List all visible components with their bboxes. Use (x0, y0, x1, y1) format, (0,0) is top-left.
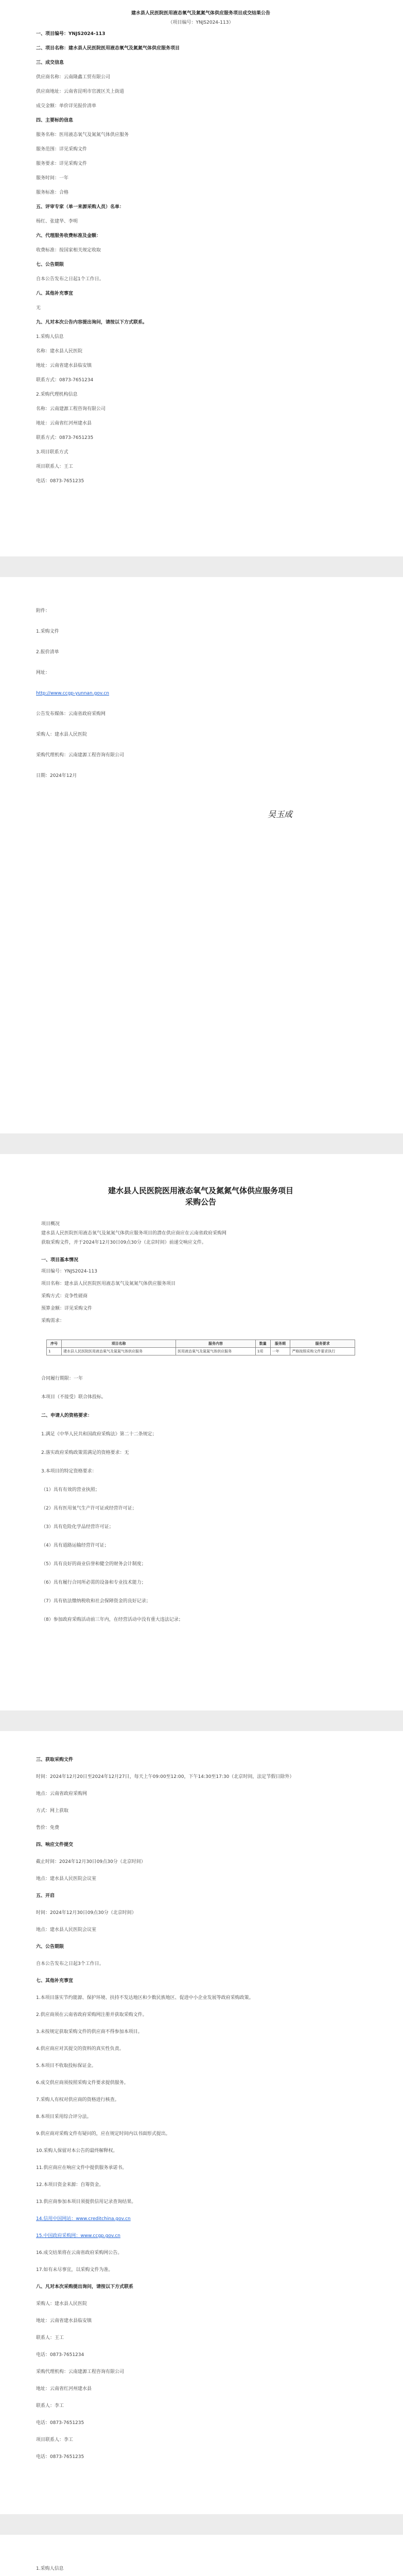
text-line: 8.本项目采用综合评分法。 (36, 2114, 92, 2120)
text-line: 七、公告期限 (36, 262, 64, 267)
text-line: （5）具有良好的商业信誉和健全的财务会计制度； (41, 1562, 146, 1567)
text-line: 2.供应商须在云南省政府采购网注册并获取采购文件。 (36, 2012, 147, 2018)
text-line[interactable]: 15.中国政府采购网：www.ccgp.gov.cn (36, 2233, 120, 2239)
announcement-title: 建水县人民医院医用液态氧气及氮氮气体供应服务项目 (108, 1186, 293, 1195)
text-line: （3）具有危险化学品经营许可证； (41, 1524, 114, 1530)
text-line: 三、获取采购文件 (36, 1757, 74, 1762)
text-line[interactable]: http://www.ccgp-yunnan.gov.cn (36, 691, 109, 696)
text-line: （7）具有依法缴纳税收和社会保障资金的良好记录； (41, 1599, 151, 1604)
text-line: 四、响应文件提交 (36, 1842, 74, 1848)
text-line: 采购方式：竞争性磋商 (41, 1294, 88, 1299)
text-line: 建水县人民医院医用液态氧气及氮氮气体供应服务项目的潜在供应商应在云南省政府采购网 (41, 1231, 227, 1236)
text-line: 1.满足《中华人民共和国政府采购法》第二十二条规定； (41, 1432, 157, 1437)
table-cell: 1项 (255, 1348, 270, 1355)
text-line: 二、申请人的资格要求： (41, 1413, 93, 1418)
text-line: 网址： (36, 670, 50, 675)
page-gap (0, 1133, 403, 1154)
table-header-cell: 项目名称 (61, 1340, 176, 1348)
project-number: （项目编号：YNJS2024-113） (168, 20, 234, 25)
table-header-cell: 服务内容 (176, 1340, 256, 1348)
document-page-4 (0, 1731, 403, 2514)
text-line: 17.如有未尽事宜，以采购文件为准。 (36, 2267, 113, 2273)
text-line: 4.供应商应对其提交的资料的真实性负责。 (36, 2046, 124, 2052)
text-line: 预算金额：详见采购文件 (41, 1306, 93, 1311)
text-line: 四、主要标的信息 (36, 118, 74, 123)
table-cell: 1 (47, 1348, 62, 1355)
text-line: 日期：2024年12月 (36, 773, 77, 778)
text-line: 5.本项目不收取投标保证金。 (36, 2063, 96, 2069)
text-line: 杨红、张建华、李明 (36, 219, 78, 224)
text-line: 10.采购人保留对本公告的最终解释权。 (36, 2148, 118, 2154)
text-line: 供应商地址：云南省昆明市官渡区关上街道 (36, 89, 125, 94)
text-line: 电话：0873-7651235 (36, 2454, 84, 2460)
text-line: 六、公告期限 (36, 1944, 64, 1950)
text-line: 地点：建水县人民医院会议室 (36, 1876, 97, 1882)
text-line: 售价：免费 (36, 1825, 60, 1831)
text-line: 三、成交信息 (36, 60, 64, 65)
text-line: 五、开启 (36, 1893, 55, 1899)
text-line: 服务名称：医用液态氧气及氮氮气体供应服务 (36, 132, 129, 138)
text-line: 7.采购人有权对供应商的资格进行核查。 (36, 2097, 119, 2103)
text-line: 一、项目编号：YNJS2024-113 (36, 31, 106, 37)
text-line: 联系方式：0873-7651234 (36, 378, 94, 383)
table-header-cell: 服务期 (270, 1340, 290, 1348)
text-line: 1.采购文件 (36, 629, 59, 634)
page-gap (0, 2514, 403, 2535)
text-line: 收费标准：按国家相关规定收取 (36, 248, 101, 253)
announcement-subtitle: 采购公告 (185, 1197, 216, 1207)
text-line: 自本公告发布之日起3个工作日。 (36, 1961, 104, 1967)
text-line: 1.本项目落实节约能源、保护环境、扶持不发达地区和少数民族地区、促进中小企业发展等政府采购政策。 (36, 1995, 254, 2001)
text-line: 3.未按规定获取采购文件的供应商不得参加本项目。 (36, 2029, 143, 2035)
text-line: 13.供应商参加本项目须提供信用记录查询结果。 (36, 2199, 136, 2205)
text-line: 八、凡对本次采购提出询问，请按以下方式联系 (36, 2284, 134, 2290)
text-line: （1）具有有效的营业执照； (41, 1487, 100, 1493)
text-line: 地址：云南省建水县临安镇 (36, 2318, 92, 2324)
section-heading: 一、项目基本情况 (41, 1258, 79, 1263)
document-page-3 (0, 1154, 403, 1710)
text-line: 地址：云南省红河州建水县 (36, 421, 92, 426)
requirements-table (46, 1340, 355, 1355)
text-line: 时间：2024年12月20日至2024年12月27日，每天上午09:00至12:00，下午14:30至17:30（北京时间，法定节假日除外） (36, 1774, 294, 1780)
text-line: 合同履行期限：一年 (41, 1376, 83, 1381)
text-line: 项目联系人：李工 (36, 2437, 74, 2443)
table-cell: 建水县人民医院医用液态氧气及氮氮气体供应服务 (61, 1348, 176, 1355)
text-line: 二、项目名称：建水县人民医院医用液态氧气及氮氮气体供应服务项目 (36, 46, 180, 51)
text-line: 项目名称：建水县人民医院医用液态氧气及氮氮气体供应服务项目 (41, 1281, 176, 1286)
text-line: 七、其他补充事宜 (36, 1978, 74, 1984)
text-line: 地点：云南省政府采购网 (36, 1791, 87, 1797)
text-line: 电话：0873-7651234 (36, 2352, 84, 2358)
text-line: 获取采购文件，并于2024年12月30日09点30分（北京时间）前递交响应文件。 (41, 1240, 206, 1245)
table-row (47, 1348, 355, 1355)
text-line: 地址：云南省建水县临安镇 (36, 363, 92, 368)
text-line: 16.成交结果将在云南省政府采购网公告。 (36, 2250, 122, 2256)
text-line: 11.供应商应在响应文件中提供服务承诺书。 (36, 2165, 127, 2171)
text-line: 联系人：李工 (36, 2403, 64, 2409)
table-cell: 一年 (270, 1348, 290, 1355)
document-page-5 (0, 2535, 403, 2576)
text-line: 自本公告发布之日起1个工作日。 (36, 277, 104, 282)
text-line: 3.本项目的特定资格要求： (41, 1469, 97, 1474)
text-line: 名称：云南建源工程咨询有限公司 (36, 406, 106, 412)
text-line: （2）具有医用氧气生产许可证或经营许可证； (41, 1506, 137, 1511)
table-header-cell: 服务要求 (290, 1340, 355, 1348)
table-cell: 医用液态氧气及氮氮气体供应服务 (176, 1348, 256, 1355)
text-line: 9.供应商对采购文件有疑问的，应在规定时间内以书面形式提出。 (36, 2131, 170, 2137)
text-line: （4）具有道路运输经营许可证； (41, 1543, 109, 1548)
text-line: （8）参加政府采购活动前三年内，在经营活动中没有重大违法记录； (41, 1617, 183, 1622)
text-line: 截止时间：2024年12月30日09点30分（北京时间） (36, 1859, 146, 1865)
text-line: 项目编号：YNJS2024-113 (41, 1269, 97, 1274)
text-line: 采购代理机构：云南建源工程咨询有限公司 (36, 753, 125, 758)
text-line: 6.成交供应商须按照采购文件要求提供服务。 (36, 2080, 129, 2086)
text-line: （6）具有履行合同所必需的设备和专业技术能力； (41, 1580, 146, 1585)
text-line: 九、凡对本次公告内容提出询问，请按以下方式联系。 (36, 320, 148, 325)
table-cell: 严格按照采购文件要求执行 (290, 1348, 355, 1355)
text-line: 八、其他补充事宜 (36, 291, 74, 296)
table-header-cell: 数量 (255, 1340, 270, 1348)
text-line: 服务标准：合格 (36, 190, 69, 195)
text-line: 六、代理服务收费标准及金额： (36, 233, 101, 239)
table-header-cell: 序号 (47, 1340, 62, 1348)
text-line: 五、评审专家（单一来源采购人员）名单： (36, 205, 125, 210)
text-line: 服务范围：详见采购文件 (36, 147, 87, 152)
text-line: 1.采购人信息 (36, 334, 64, 340)
text-line: 本项目（不接受）联合体投标。 (41, 1395, 107, 1400)
text-line: 项目联系人：王工 (36, 464, 74, 469)
text-line: 附件： (36, 608, 50, 614)
signature: 吴玉成 (268, 809, 293, 819)
result-title: 建水县人民医院医用液态氧气及氮氮气体供应服务项目成交结果公告 (131, 11, 270, 16)
text-line: 电话：0873-7651235 (36, 2420, 84, 2426)
text-line: 采购人：建水县人民医院 (36, 2301, 87, 2307)
text-line: 时间：2024年12月30日09点30分（北京时间） (36, 1910, 136, 1916)
text-line: 服务要求：详见采购文件 (36, 161, 87, 166)
text-line: 1.采购人信息 (36, 2566, 64, 2571)
text-line: 供应商名称：云南隆鑫工贸有限公司 (36, 75, 111, 80)
text-line: 无 (36, 306, 41, 311)
text-line: 采购人：建水县人民医院 (36, 732, 87, 737)
page-gap (0, 1710, 403, 1731)
text-line: 2.采购代理机构信息 (36, 392, 78, 397)
document-page-1 (0, 0, 403, 556)
text-line: 成交金额：单价详见报价清单 (36, 104, 97, 109)
text-line: 3.项目联系方式 (36, 450, 68, 455)
table-header-row (47, 1340, 355, 1348)
text-line: 服务时间：一年 (36, 176, 69, 181)
text-line: 12.本项目资金来源：自筹资金。 (36, 2182, 104, 2188)
page-gap (0, 556, 403, 577)
text-line: 名称：建水县人民医院 (36, 349, 83, 354)
document-page-2 (0, 577, 403, 1133)
text-line: 方式：网上获取 (36, 1808, 69, 1814)
text-line: 采购代理机构：云南建源工程咨询有限公司 (36, 2369, 125, 2375)
text-line: 2.报价清单 (36, 650, 59, 655)
text-line: 联系人：王工 (36, 2335, 64, 2341)
text-line[interactable]: 14.信用中国网站：www.creditchina.gov.cn (36, 2216, 131, 2222)
text-line: 电话：0873-7651235 (36, 479, 84, 484)
text-line: 联系方式：0873-7651235 (36, 435, 94, 440)
text-line: 2.落实政府采购政策需满足的资格要求：无 (41, 1450, 129, 1455)
text-line: 项目概况 (41, 1222, 60, 1227)
text-line: 地点：建水县人民医院会议室 (36, 1927, 97, 1933)
text-line: 采购需求： (41, 1318, 65, 1324)
text-line: 地址：云南省红河州建水县 (36, 2386, 92, 2392)
text-line: 公告发布媒体：云南省政府采购网 (36, 711, 106, 717)
